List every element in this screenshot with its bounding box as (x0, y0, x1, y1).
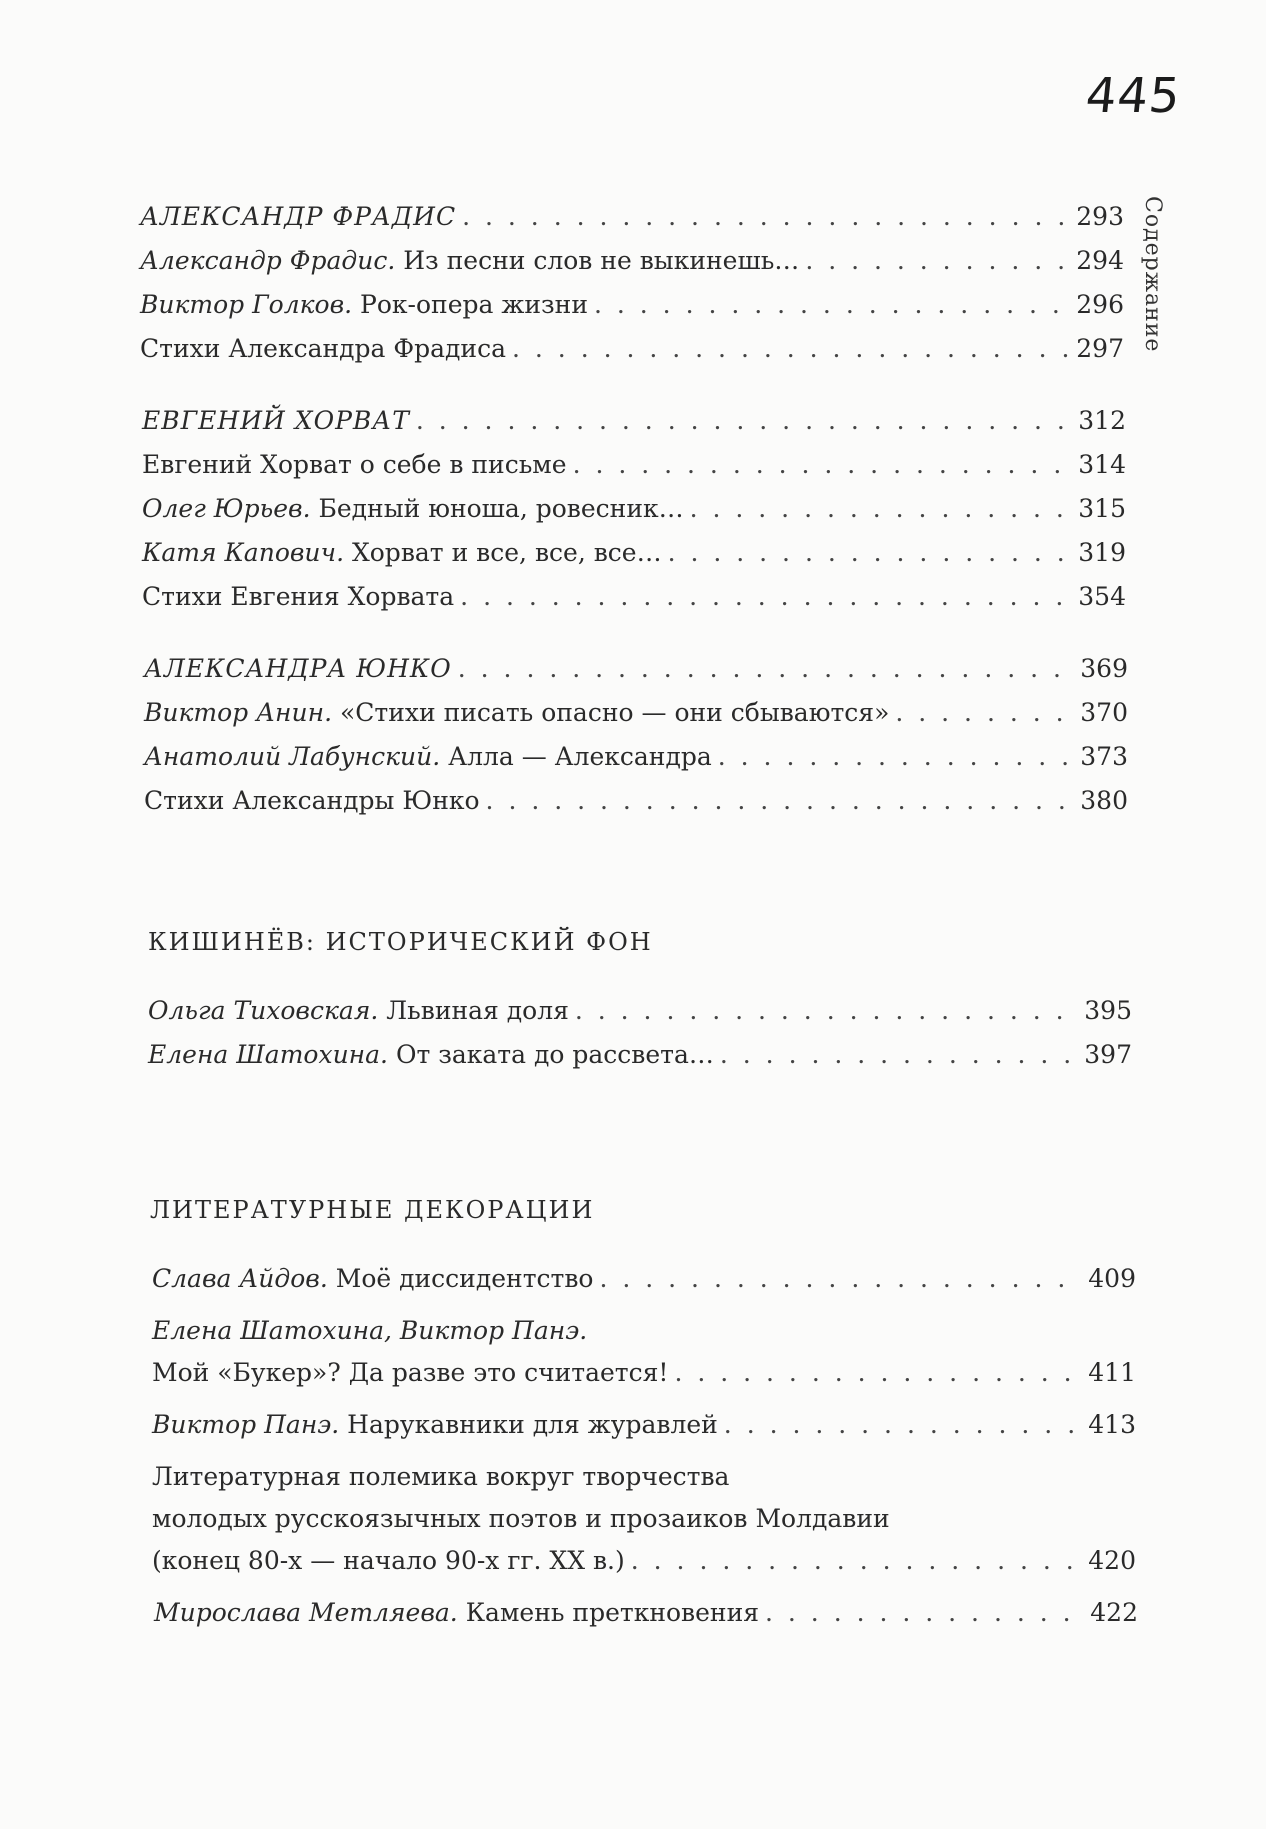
toc-entry-title: Нарукавники для журавлей (339, 1410, 718, 1439)
toc-heading-title: АЛЕКСАНДРА ЮНКО (144, 654, 452, 683)
section-title-literary: ЛИТЕРАТУРНЫЕ ДЕКОРАЦИИ (150, 1196, 595, 1224)
toc-page-number: 411 (1088, 1358, 1136, 1387)
toc-page-number: 319 (1078, 538, 1126, 567)
toc-entry-author: Виктор Голков. (140, 290, 353, 319)
toc-entry-title-line: молодых русскоязычных поэтов и прозаиков Молдавии (152, 1504, 890, 1533)
dot-leader (718, 740, 1075, 774)
toc-entry-author: Олег Юрьев. (142, 494, 311, 523)
dot-leader (512, 332, 1070, 366)
toc-entry[interactable] (152, 1356, 1136, 1390)
toc-heading-title: АЛЕКСАНДР ФРАДИС (140, 202, 457, 231)
toc-entry[interactable] (152, 1408, 1136, 1442)
toc-entry-title: «Стихи писать опасно — они сбываются» (332, 698, 890, 727)
toc-entry[interactable] (142, 536, 1126, 570)
dot-leader (462, 200, 1070, 234)
toc-entry[interactable] (142, 580, 1126, 614)
toc-page-number: 294 (1076, 246, 1124, 275)
toc-page-number: 422 (1090, 1598, 1138, 1627)
toc-entry[interactable] (140, 332, 1124, 366)
toc-entry[interactable] (140, 288, 1124, 322)
toc-entry-title: Стихи Евгения Хорвата (142, 582, 455, 611)
toc-entry-title: Бедный юноша, ровесник… (310, 494, 684, 523)
section-title-kishinev: КИШИНЁВ: ИСТОРИЧЕСКИЙ ФОН (148, 928, 653, 956)
toc-page-number: 380 (1080, 786, 1128, 815)
toc-page-number: 369 (1080, 654, 1128, 683)
toc-entry[interactable] (144, 740, 1128, 774)
toc-entry-authors-line (152, 1314, 587, 1348)
toc-heading-fradis[interactable] (140, 200, 1124, 234)
dot-leader (458, 652, 1075, 686)
toc-page-number: 315 (1078, 494, 1126, 523)
toc-entry[interactable] (144, 784, 1128, 818)
dot-leader (631, 1544, 1083, 1578)
toc-entry[interactable] (142, 492, 1126, 526)
toc-entry-title: Хорват и все, все, все… (344, 538, 662, 567)
toc-page-number: 373 (1080, 742, 1128, 771)
toc-heading-title: ЕВГЕНИЙ ХОРВАТ (142, 406, 410, 435)
toc-entry[interactable] (152, 1262, 1136, 1296)
toc-entry[interactable] (152, 1544, 1136, 1578)
toc-page-number: 397 (1084, 1040, 1132, 1069)
dot-leader (895, 696, 1074, 730)
toc-entry-title-line: Литературная полемика вокруг творчества (152, 1462, 730, 1491)
toc-entry-author: Виктор Анин. (144, 698, 333, 727)
dot-leader (416, 404, 1072, 438)
toc-entry-title: Евгений Хорват о себе в письме (142, 450, 567, 479)
toc-entry-title: Алла — Александра (440, 742, 712, 771)
toc-entry-author: Катя Капович. (142, 538, 345, 567)
toc-entry[interactable] (148, 1038, 1132, 1072)
toc-page-number: 420 (1088, 1546, 1136, 1575)
dot-leader (720, 1038, 1078, 1072)
toc-entry-title: Камень преткновения (457, 1598, 760, 1627)
dot-leader (594, 288, 1070, 322)
toc-page-number: 314 (1078, 450, 1126, 479)
dot-leader (674, 1356, 1082, 1390)
dot-leader (599, 1262, 1082, 1296)
toc-page-number: 409 (1088, 1264, 1136, 1293)
toc-page-number: 297 (1076, 334, 1124, 363)
toc-page-number: 413 (1088, 1410, 1136, 1439)
dot-leader (690, 492, 1073, 526)
toc-entry-title: Моё диссидентство (327, 1264, 594, 1293)
toc-entry-title: Львиная доля (378, 996, 569, 1025)
running-head: Содержание (1140, 196, 1165, 353)
dot-leader (460, 580, 1072, 614)
dot-leader (724, 1408, 1082, 1442)
toc-entry-author: Мирослава Метляева. (154, 1598, 458, 1627)
toc-page-number: 312 (1078, 406, 1126, 435)
toc-entry-title: Из песни слов не выкинешь… (395, 246, 800, 275)
toc-entry-title: Рок-опера жизни (352, 290, 588, 319)
toc-entry[interactable] (140, 244, 1124, 278)
toc-page-number: 370 (1080, 698, 1128, 727)
dot-leader (805, 244, 1070, 278)
toc-page-number: 395 (1084, 996, 1132, 1025)
toc-entry-author: Виктор Панэ. (152, 1410, 340, 1439)
toc-page-number: 354 (1078, 582, 1126, 611)
dot-leader (573, 448, 1073, 482)
dot-leader (486, 784, 1075, 818)
dot-leader (765, 1596, 1084, 1630)
toc-entry[interactable] (154, 1596, 1138, 1630)
toc-heading-horvat[interactable] (142, 404, 1126, 438)
handwritten-page-number: 445 (1083, 68, 1184, 124)
toc-entry-author: Слава Айдов. (152, 1264, 328, 1293)
toc-entry-author: Ольга Тиховская. (148, 996, 379, 1025)
toc-entry[interactable] (144, 696, 1128, 730)
toc-entry-title: От заката до рассвета… (388, 1040, 714, 1069)
toc-heading-yunko[interactable] (144, 652, 1128, 686)
toc-entry-title: Стихи Александры Юнко (144, 786, 480, 815)
toc-entry-author: Елена Шатохина, Виктор Панэ. (152, 1316, 588, 1345)
toc-entry-title: Мой «Букер»? Да разве это считается! (152, 1358, 669, 1387)
dot-leader (575, 994, 1078, 1028)
toc-page-number: 296 (1076, 290, 1124, 319)
toc-entry-author: Елена Шатохина. (148, 1040, 388, 1069)
toc-entry-title: Стихи Александра Фрадиса (140, 334, 507, 363)
toc-entry-author: Анатолий Лабунский. (144, 742, 441, 771)
dot-leader (668, 536, 1073, 570)
toc-entry[interactable] (148, 994, 1132, 1028)
toc-entry[interactable] (142, 448, 1126, 482)
toc-entry-title: (конец 80-х — начало 90-х гг. XX в.) (152, 1546, 625, 1575)
toc-page-number: 293 (1076, 202, 1124, 231)
toc-entry-author: Александр Фрадис. (140, 246, 396, 275)
